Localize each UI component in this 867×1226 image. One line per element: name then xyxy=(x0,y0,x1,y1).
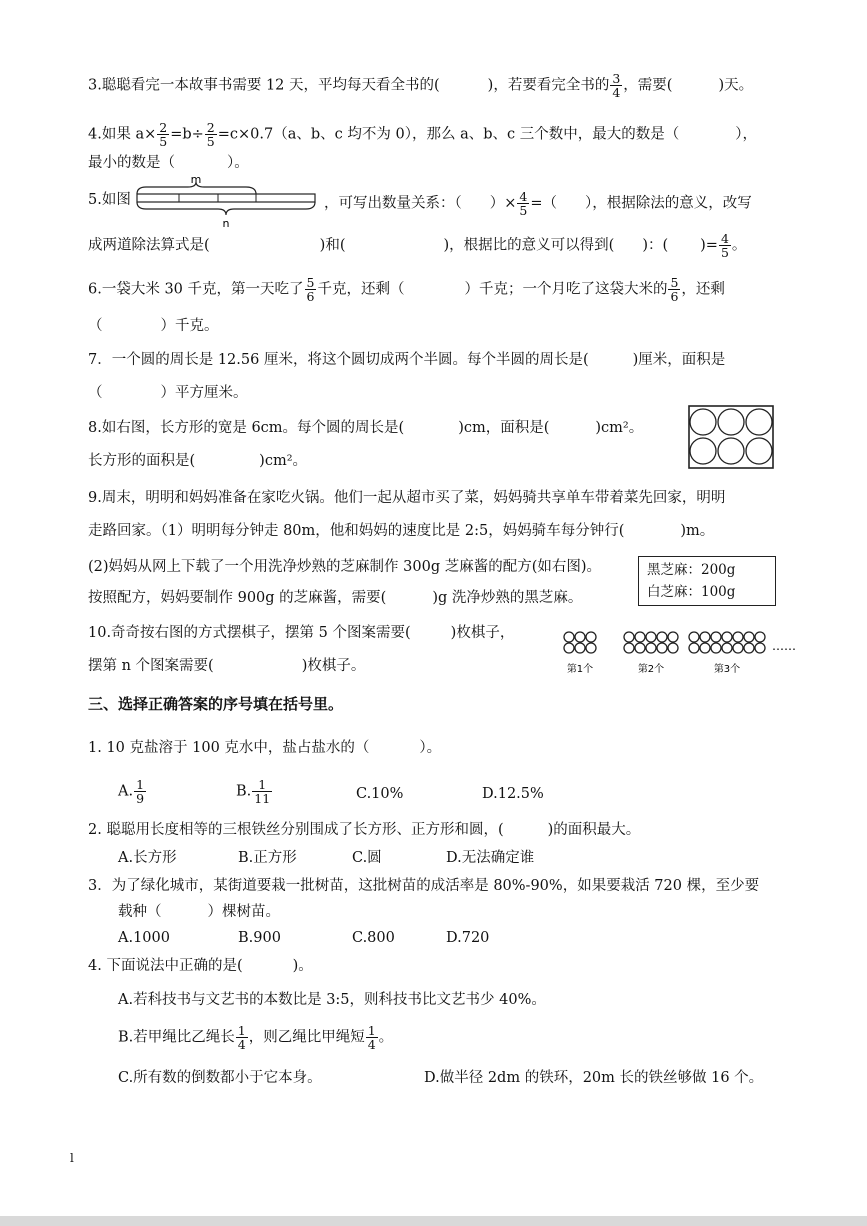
choice-3-option-b: B.900 xyxy=(238,930,281,946)
choice-4-option-a: A.若科技书与文艺书的本数比是 3:5，则科技书比文艺书少 40%。 xyxy=(118,992,546,1008)
question-3: 3.聪聪看完一本故事书需要 12 天，平均每天看全书的( )，若要看完全书的 $\frac{3}{4}$ ，需要( )天。 xyxy=(88,71,754,100)
chess-pattern-figure xyxy=(560,628,800,680)
pattern-label-2: 第2个 xyxy=(637,664,665,675)
fraction: $\frac{5}{6}$ xyxy=(306,275,315,304)
rectangle-circles-figure xyxy=(688,405,774,469)
fraction: $\frac{1}{4}$ xyxy=(237,1023,246,1052)
question-5-line-2: 成两道除法算式是( )和( )，根据比的意义可以得到( )：( )= $\frac{4}{5}$ 。 xyxy=(88,231,747,260)
pattern-label-3: 第3个 xyxy=(713,664,741,675)
choice-1-option-b: B. $\frac{1}{11}$ xyxy=(236,777,271,806)
page-footer-bar xyxy=(0,1216,867,1226)
choice-1-option-d: D.12.5% xyxy=(482,786,544,802)
diagram-label-n: n xyxy=(222,217,230,230)
choice-1-question: 1. 10 克盐溶于 100 克水中，盐占盐水的（ ）。 xyxy=(88,740,442,756)
question-8-line-1: 8.如右图，长方形的宽是 6cm。每个圆的周长是( )cm，面积是( )cm²。 xyxy=(88,420,644,436)
section-3-title: 三、选择正确答案的序号填在括号里。 xyxy=(88,695,344,713)
question-9-line-1: 9.周末，明明和妈妈准备在家吃火锅。他们一起从超市买了菜，妈妈骑共享单车带着菜先回家，明明 xyxy=(88,490,726,506)
choice-4-option-c: C.所有数的倒数都小于它本身。 xyxy=(118,1070,322,1086)
choice-1-option-a: A. $\frac{1}{9}$ xyxy=(118,777,145,806)
fraction: $\frac{1}{11}$ xyxy=(254,777,271,806)
question-5-line-1: 5.如图 xyxy=(88,192,131,208)
choice-3-line-1: 3．为了绿化城市，某街道要栽一批树苗，这批树苗的成活率是 80%-90%，如果要栽活 720 棵，至少要 xyxy=(88,878,760,894)
choice-1-option-c: C.10% xyxy=(356,786,404,802)
choice-4-question: 4. 下面说法中正确的是( )。 xyxy=(88,958,313,974)
question-7-line-2: （ ）平方厘米。 xyxy=(88,385,248,401)
question-6-line-2: （ ）千克。 xyxy=(88,318,219,334)
question-10-line-1: 10.奇奇按右图的方式摆棋子，摆第 5 个图案需要( )枚棋子， xyxy=(88,625,515,641)
segment-diagram xyxy=(132,172,324,230)
fraction: $\frac{2}{5}$ xyxy=(159,120,168,149)
choice-3-option-a: A.1000 xyxy=(118,930,170,946)
fraction: $\frac{4}{5}$ xyxy=(519,189,528,218)
diagram-label-m: m xyxy=(190,173,202,186)
page-mark: l xyxy=(70,1151,74,1165)
fraction: $\frac{3}{4}$ xyxy=(612,71,621,100)
question-6-line-1: 6.一袋大米 30 千克，第一天吃了 $\frac{5}{6}$ 千克，还剩（ ）千克；一个月吃了这袋大米的 $\frac{5}{6}$ ，还剩 xyxy=(88,275,725,304)
recipe-white-sesame: 白芝麻：100g xyxy=(647,584,736,600)
question-8-line-2: 长方形的面积是( )cm²。 xyxy=(88,453,308,469)
fraction: $\frac{5}{6}$ xyxy=(670,275,679,304)
fraction: $\frac{2}{5}$ xyxy=(206,120,215,149)
choice-2-option-b: B.正方形 xyxy=(238,850,297,866)
question-9-line-4: 按照配方，妈妈要制作 900g 的芝麻酱，需要( )g 洗净炒熟的黑芝麻。 xyxy=(88,590,583,606)
fraction: $\frac{1}{9}$ xyxy=(136,777,145,806)
question-4-line-2: 最小的数是（ ）。 xyxy=(88,155,249,171)
choice-2-option-d: D.无法确定谁 xyxy=(446,850,535,866)
question-9-line-2: 走路回家。（1）明明每分钟走 80m，他和妈妈的速度比是 2:5，妈妈骑车每分钟行( )m。 xyxy=(88,523,715,539)
choice-2-question: 2. 聪聪用长度相等的三根铁丝分别围成了长方形、正方形和圆，( )的面积最大。 xyxy=(88,822,641,838)
choice-2-option-a: A.长方形 xyxy=(118,850,177,866)
recipe-box xyxy=(638,556,776,606)
recipe-black-sesame: 黑芝麻：200g xyxy=(647,562,736,578)
question-9-line-3: (2)妈妈从网上下载了一个用洗净炒熟的芝麻制作 300g 芝麻酱的配方(如右图)。 xyxy=(88,559,602,575)
pattern-label-1: 第1个 xyxy=(566,664,594,675)
choice-3-option-d: D.720 xyxy=(446,930,490,946)
pattern-ellipsis: …… xyxy=(772,639,796,653)
fraction: $\frac{1}{4}$ xyxy=(367,1023,376,1052)
choice-4-option-d: D.做半径 2dm 的铁环，20m 长的铁丝够做 16 个。 xyxy=(424,1070,764,1086)
choice-2-option-c: C.圆 xyxy=(352,850,382,866)
question-7-line-1: 7．一个圆的周长是 12.56 厘米，将这个圆切成两个半圆。每个半圆的周长是( )厘米，面积是 xyxy=(88,352,726,368)
question-5-line-1-rest: ，可写出数量关系：（ ）× $\frac{4}{5}$ =（ ），根据除法的意义，改写 xyxy=(324,189,752,218)
question-4-line-1: 4.如果 a× $\frac{2}{5}$ =b÷ $\frac{2}{5}$ =c×0.7（a、b、c 均不为 0），那么 a、b、c 三个数中，最大的数是（ ）， xyxy=(88,120,757,149)
choice-3-line-2: 载种（ ）棵树苗。 xyxy=(118,904,280,920)
choice-4-option-b: B.若甲绳比乙绳长 $\frac{1}{4}$ ，则乙绳比甲绳短 $\frac{1}{4}$ 。 xyxy=(118,1023,394,1052)
choice-3-option-c: C.800 xyxy=(352,930,395,946)
fraction: $\frac{4}{5}$ xyxy=(720,231,729,260)
question-10-line-2: 摆第 n 个图案需要( )枚棋子。 xyxy=(88,658,366,674)
